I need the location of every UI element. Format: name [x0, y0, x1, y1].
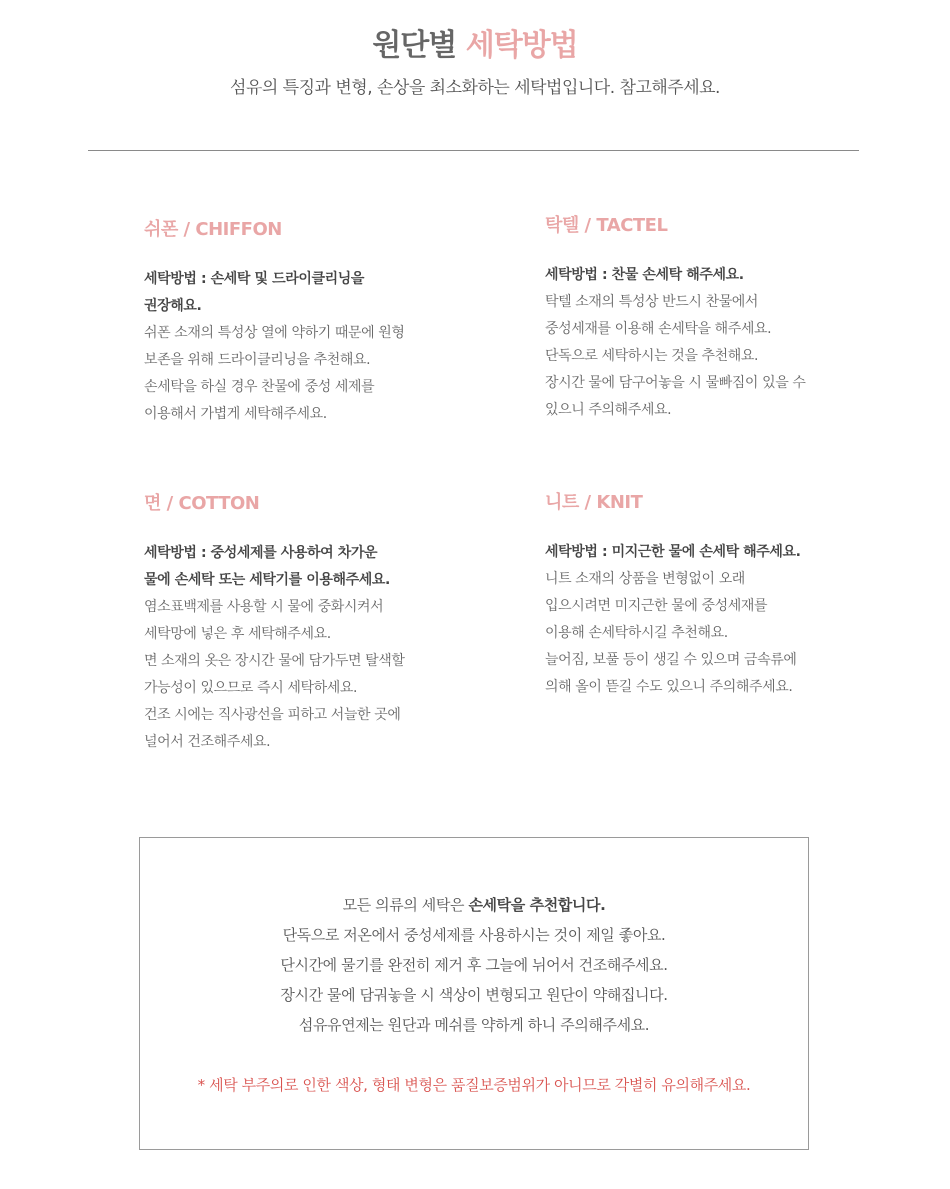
description-line: 이용해 손세탁하시길 추천해요.	[545, 625, 728, 641]
section-tactel	[545, 212, 845, 424]
section-heading: 면 / COTTON	[144, 493, 260, 514]
method-line: 세탁방법 : 미지근한 물에 손세탁 해주세요.	[545, 544, 801, 560]
section-chiffon	[144, 216, 444, 428]
description-line: 이용해서 가볍게 세탁해주세요.	[144, 406, 327, 422]
notice-line	[140, 890, 808, 920]
header-divider	[88, 150, 859, 151]
description-line: 니트 소재의 상품을 변형없이 오래	[545, 571, 745, 587]
page-subtitle: 섬유의 특징과 변형, 손상을 최소화하는 세탁법입니다. 참고해주세요.	[230, 78, 720, 98]
method-line: 세탁방법 : 중성세제를 사용하여 차가운	[144, 545, 378, 561]
page-title	[0, 24, 950, 68]
page-title-accent: 세탁방법	[465, 28, 578, 63]
section-heading: 탁텔 / TACTEL	[545, 215, 668, 236]
notice-line: 단시간에 물기를 완전히 제거 후 그늘에 뉘어서 건조해주세요.	[280, 956, 668, 974]
notice-line-prefix: 모든 의류의 세탁은	[342, 896, 469, 914]
description-line: 손세탁을 하실 경우 찬물에 중성 세제를	[144, 379, 375, 395]
description-line: 탁텔 소재의 특성상 반드시 찬물에서	[545, 294, 759, 310]
description-line: 염소표백제를 사용할 시 물에 중화시켜서	[144, 599, 384, 615]
description-line: 가능성이 있으므로 즉시 세탁하세요.	[144, 680, 358, 696]
section-heading: 쉬폰 / CHIFFON	[144, 219, 282, 240]
description-line: 늘어짐, 보풀 등이 생길 수 있으며 금속류에	[545, 652, 797, 668]
description-line: 중성세재를 이용해 손세탁을 해주세요.	[545, 321, 772, 337]
method-line: 세탁방법 : 찬물 손세탁 해주세요.	[545, 267, 744, 283]
notice-lines	[140, 890, 808, 1040]
section-cotton	[144, 490, 444, 756]
description-line: 널어서 건조해주세요.	[144, 734, 271, 750]
section-knit	[545, 489, 845, 701]
description-line: 있으니 주의해주세요.	[545, 402, 672, 418]
method-line: 물에 손세탁 또는 세탁기를 이용해주세요.	[144, 572, 390, 588]
description-line: 단독으로 세탁하시는 것을 추천해요.	[545, 348, 759, 364]
page-title-main: 원단별	[372, 28, 457, 63]
notice-line-bold: 손세탁을 추천합니다.	[468, 896, 606, 914]
description-line: 의해 올이 뜯길 수도 있으니 주의해주세요.	[545, 679, 793, 695]
notice-line: 섬유유연제는 원단과 메쉬를 약하게 하니 주의해주세요.	[298, 1016, 650, 1034]
notice-line: 장시간 물에 담궈놓을 시 색상이 변형되고 원단이 약해집니다.	[280, 986, 668, 1004]
method-line: 권장해요.	[144, 298, 202, 314]
warning-text: * 세탁 부주의로 인한 색상, 형태 변형은 품질보증범위가 아니므로 각별히 유의해주세요.	[197, 1076, 751, 1094]
notice-box	[139, 837, 809, 1150]
description-line: 보존을 위해 드라이클리닝을 추천해요.	[144, 352, 371, 368]
method-line: 세탁방법 : 손세탁 및 드라이클리닝을	[144, 271, 364, 287]
notice-line: 단독으로 저온에서 중성세제를 사용하시는 것이 제일 좋아요.	[282, 926, 666, 944]
section-heading: 니트 / KNIT	[545, 492, 643, 513]
description-line: 세탁망에 넣은 후 세탁해주세요.	[144, 626, 331, 642]
description-line: 건조 시에는 직사광선을 피하고 서늘한 곳에	[144, 707, 401, 723]
description-line: 쉬폰 소재의 특성상 열에 약하기 때문에 원형	[144, 325, 405, 341]
description-line: 장시간 물에 담구어놓을 시 물빠짐이 있을 수	[545, 375, 806, 391]
description-line: 입으시려면 미지근한 물에 중성세재를	[545, 598, 768, 614]
description-line: 면 소재의 옷은 장시간 물에 담가두면 탈색할	[144, 653, 405, 669]
